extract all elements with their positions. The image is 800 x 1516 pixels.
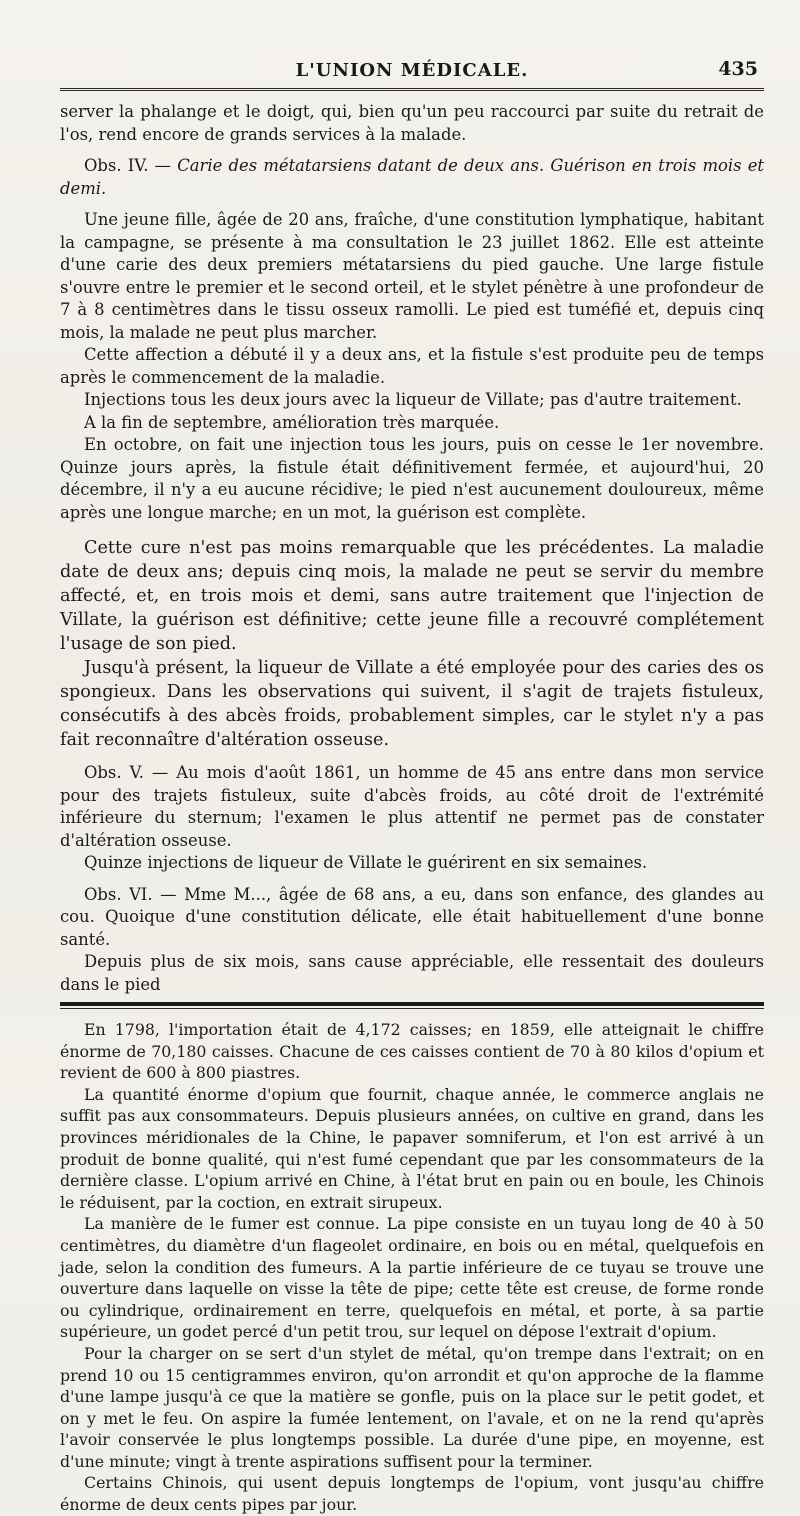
observation-4-paragraph-1: Une jeune fille, âgée de 20 ans, fraîche, d'une constitution lymphatique, habitant la campagne, se présente à ma consultation le 23 juillet 1862. Elle est atteinte d'une carie des deux premiers métatarsiens du pied gauche. Une large fistule s'ouvre entre le premier et le second orteil, et le stylet pénètre à une profondeur de 7 à 8 centimètres dans le tissu osseux ramolli. Le pied est tuméfié et, depuis cinq mois, la malade ne peut plus marcher.	[60, 210, 764, 342]
observation-4-paragraph-4: A la fin de septembre, amélioration très marquée.	[84, 412, 500, 432]
observation-4-label: Obs. IV. —	[84, 156, 172, 175]
observation-5-paragraph-2: Quinze injections de liqueur de Villate le guérirent en six semaines.	[84, 853, 648, 872]
header-rule	[60, 88, 764, 91]
feuilleton-separator-thin	[60, 1008, 764, 1009]
observation-6-text: âgée de 68 ans, a eu, dans son enfance, des glandes au cou. Quoique d'une constitution délicate, elle était habituellement d'une bonne santé.	[60, 884, 765, 949]
commentary-paragraph-1: Cette cure n'est pas moins remarquable que les précédentes. La maladie date de deux ans; depuis cinq mois, la malade ne peut se servir du membre affecté, et, en trois mois et demi, sans autre traitement que l'injection de Villate, la guérison est définitive; cette jeune fille a recouvré complétement l'usage de son pied.	[60, 538, 764, 654]
observation-6-label: Obs. VI. — Mme M...,	[84, 884, 272, 904]
feuilleton-paragraph-4: Pour la charger on se sert d'un stylet de métal, qu'on trempe dans l'extrait; on en prend 10 ou 15 centigrammes environ, qu'on arrondit et qu'on approche de la flamme d'une lampe jusqu'à ce que la matière se gonfle, puis on la place sur le petit godet, et on y met le feu. On aspire la fumée lentement, on l'avale, et on ne la rend qu'après l'avoir conservée le plus longtemps possible. La durée d'une pipe, en moyenne, est d'une minute; vingt à trente aspirations suffisent pour la terminer.	[60, 1343, 764, 1471]
feuilleton-paragraph-2: La quantité énorme d'opium que fournit, chaque année, le commerce anglais ne suffit pas aux consommateurs. Depuis plusieurs années, on cultive en grand, dans les provinces méridionales de la Chine, le papaver somniferum, et l'on est arrivé à un produit de bonne qualité, qui n'est fumé cependant que par les consommateurs de la dernière classe. L'opium arrivé en Chine, à l'état brut en pain ou en boule, les Chinois le réduisent, par la coction, en extrait sirupeux.	[60, 1084, 764, 1212]
feuilleton-paragraph-5: Certains Chinois, qui usent depuis longtemps de l'opium, vont jusqu'au chiffre énorme de deux cents pipes par jour.	[60, 1473, 764, 1515]
feuilleton-paragraph-3: La manière de le fumer est connue. La pipe consiste en un tuyau long de 40 à 50 centimètres, du diamètre d'un flageolet ordinaire, en bois ou en métal, quelquefois en jade, selon la condition des fumeurs. A la partie inférieure de ce tuyau se trouve une ouverture dans laquelle on visse la tête de pipe; cette tête est creuse, de forme ronde ou cylindrique, ordinairement en terre, quelquefois en métal, et porte, à sa partie supérieure, un godet percé d'un petit trou, sur lequel on dépose l'extrait d'opium.	[60, 1214, 764, 1342]
paragraph-continuation: server la phalange et le doigt, qui, bien qu'un peu raccourci par suite du retrait de l'os, rend encore de grands services à la malade.	[60, 102, 764, 144]
observation-5-paragraph	[60, 762, 764, 852]
observation-4-paragraph-2: Cette affection a débuté il y a deux ans, et la fistule s'est produite peu de temps après le commencement de la maladie.	[60, 345, 764, 387]
feuilleton-paragraph-1: En 1798, l'importation était de 4,172 caisses; en 1859, elle atteignait le chiffre énorme de 70,180 caisses. Chacune de ces caisses contient de 70 à 80 kilos d'opium et revient de 600 à 800 piastres.	[60, 1020, 764, 1083]
page-number: 435	[718, 58, 758, 80]
running-title: L'UNION MÉDICALE.	[295, 60, 529, 81]
observation-5-label: Obs. V. —	[84, 763, 169, 782]
observation-5-text: Au mois d'août 1861, un homme de 45 ans entre dans mon service pour des trajets fistuleux, suite d'abcès froids, au côté droit de l'extrémité inférieure du sternum; l'examen le plus attentif ne permet pas de constater d'altération osseuse.	[60, 763, 764, 850]
page-header	[60, 54, 764, 84]
article-middle	[60, 762, 764, 996]
observation-4-paragraph-3: Injections tous les deux jours avec la liqueur de Villate; pas d'autre traitement.	[84, 390, 742, 409]
observation-4-title: Carie des métatarsiens datant de deux ans. Guérison en trois mois et demi.	[60, 156, 764, 198]
feuilleton-column	[60, 1019, 764, 1516]
observation-6-paragraph	[60, 884, 764, 952]
article-upper	[60, 101, 764, 524]
observation-4-heading	[60, 155, 764, 200]
observation-6-paragraph-2: Depuis plus de six mois, sans cause appréciable, elle ressentait des douleurs dans le pied	[60, 952, 764, 994]
commentary-paragraph-2: Jusqu'à présent, la liqueur de Villate a été employée pour des caries des os spongieux. Dans les observations qui suivent, il s'agit de trajets fistuleux, consécutifs à des abcès froids, probablement simples, car le stylet n'y a pas fait reconnaître d'altération osseuse.	[60, 658, 764, 750]
feuilleton-separator-thick	[60, 1002, 764, 1006]
observation-4-paragraph-5: En octobre, on fait une injection tous les jours, puis on cesse le 1er novembre. Quinze jours après, la fistule était définitivement fermée, et aujourd'hui, 20 décembre, il n'y a eu aucune récidive; le pied n'est aucunement douloureux, même après une longue marche; en un mot, la guérison est complète.	[60, 435, 764, 522]
commentary	[60, 536, 764, 752]
